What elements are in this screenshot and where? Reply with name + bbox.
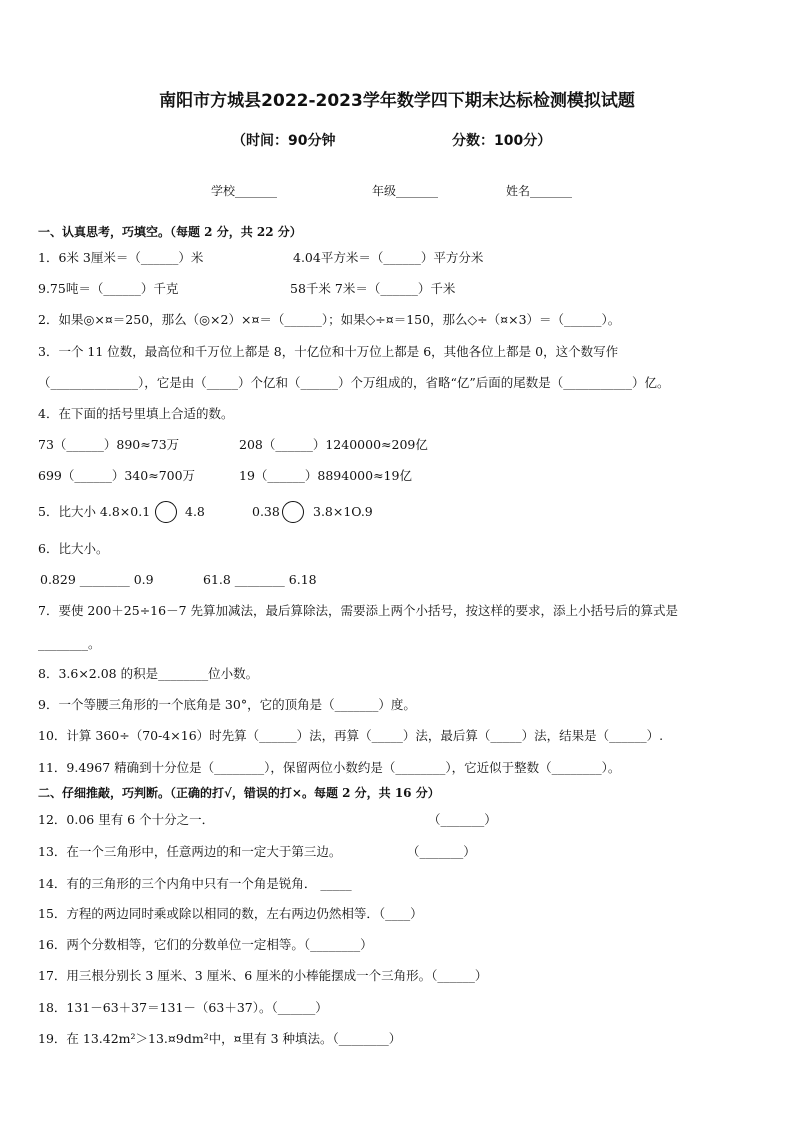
question-5-left: 5．比大小 4.8×0.1 [38,504,151,519]
question-7-line-1: 7．要使 200＋25÷16－7 先算加减法，最后算除法，需要添上两个小括号，按这样的要求，添上小括号后的算式是 [38,603,678,618]
question-1c: 9.75吨＝（______）千克 [38,281,179,296]
question-17: 17．用三根分别长 3 厘米、3 厘米、6 厘米的小棒能摆成一个三角形。（______） [38,968,488,983]
exam-title: 南阳市方城县2022-2023学年数学四下期末达标检测模拟试题 [159,91,635,111]
question-4d: 19（______）8894000≈19亿 [239,468,412,483]
question-13: 13．在一个三角形中，任意两边的和一定大于第三边。 [38,844,342,859]
school-field: 学校_______ [211,184,278,198]
question-4a: 73（______）890≈73万 [38,437,180,452]
question-4c: 699（______）340≈700万 [38,468,196,483]
question-3-line-1: 3．一个 11 位数，最高位和千万位上都是 8，十亿位和十万位上都是 6，其他各位上都是 0，这个数写作 [38,344,619,359]
question-6: 6．比大小。 [38,541,109,556]
question-5-value-1: 4.8 [185,504,205,519]
question-10: 10．计算 360÷（70-4×16）时先算（______）法，再算（_____）法，最后算（_____）法，结果是（______）. [38,728,664,743]
exam-score: 分数：100分） [452,133,552,149]
compare-circle-1[interactable] [155,501,177,523]
question-5-value-3: 3.8×1O.9 [313,504,373,519]
exam-time: （时间：90分钟 [232,133,336,149]
grade-field: 年级_______ [372,184,439,198]
question-6b: 61.8 ________ 6.18 [203,572,317,587]
question-11: 11．9.4967 精确到十分位是（________），保留两位小数约是（________），它近似于整数（________）。 [38,760,621,775]
compare-circle-2[interactable] [282,501,304,523]
question-14: 14．有的三角形的三个内角中只有一个角是锐角． _____ [38,876,352,891]
question-15: 15．方程的两边同时乘或除以相同的数，左右两边仍然相等．（____） [38,906,423,921]
question-7-line-2: ________。 [38,636,101,651]
question-6a: 0.829 ________ 0.9 [40,572,154,587]
section-2-heading: 二、仔细推敲，巧判断。（正确的打√，错误的打×。每题 2 分，共 16 分） [38,786,440,800]
question-18: 18．131－63＋37＝131－（63＋37）。（______） [38,1000,328,1015]
question-2: 2．如果◎×¤＝250，那么（◎×2）×¤＝（______）；如果◇÷¤＝150，那么◇÷（¤×3）＝（______）。 [38,312,621,327]
question-4: 4．在下面的括号里填上合适的数。 [38,406,234,421]
question-19: 19．在 13.42m²＞13.¤9dm²中，¤里有 3 种填法。（________） [38,1031,402,1046]
name-field: 姓名_______ [506,184,573,198]
question-12: 12．0.06 里有 6 个十分之一． [38,812,215,827]
section-1-heading: 一、认真思考，巧填空。（每题 2 分，共 22 分） [38,225,302,239]
question-1d: 58千米 7米＝（______）千米 [290,281,456,296]
question-16: 16．两个分数相等，它们的分数单位一定相等。（________） [38,937,373,952]
question-4b: 208（______）1240000≈209亿 [239,437,428,452]
question-13-answer[interactable]: （_______） [407,844,476,859]
question-1a: 1．6米 3厘米＝（______）米 [38,250,204,265]
question-1b: 4.04平方米＝（______）平方分米 [293,250,484,265]
question-3-line-2: （______________），它是由（_____）个亿和（______）个万组成的，省略“亿”后面的尾数是（___________）亿。 [38,375,670,390]
question-9: 9．一个等腰三角形的一个底角是 30°，它的顶角是（_______）度。 [38,697,416,712]
question-12-answer[interactable]: （_______） [428,812,497,827]
question-5-value-2: 0.38 [252,504,280,519]
question-8: 8．3.6×2.08 的积是________位小数。 [38,666,259,681]
